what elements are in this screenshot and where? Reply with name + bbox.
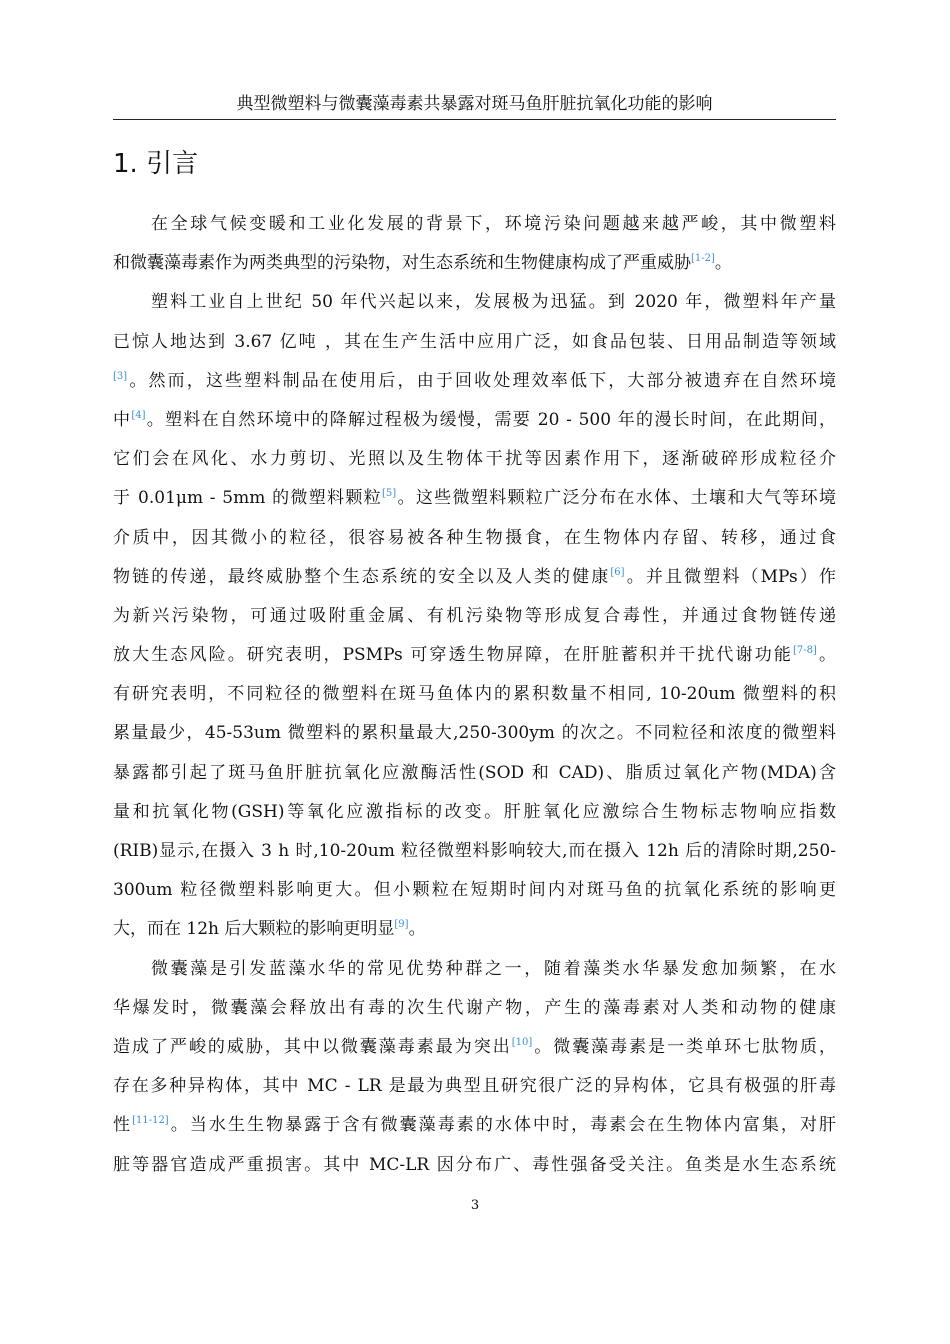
text-line [113, 558, 836, 597]
text-line [113, 636, 836, 675]
line-text-tail: 。微囊藻毒素是一类单环七肽物质， [532, 1036, 837, 1057]
text-line [113, 401, 836, 440]
text-line [113, 283, 836, 322]
line-text: 为新兴污染物，可通过吸附重金属、有机污染物等形成复合毒性，并通过食物链传递 [113, 605, 836, 626]
text-line [113, 754, 836, 793]
line-text: 造成了严峻的威胁，其中以微囊藻毒素最为突出 [113, 1036, 512, 1057]
line-text-tail: 。当水生生物暴露于含有微囊藻毒素的水体中时，毒素会在生物体内富集，对肝 [168, 1115, 837, 1136]
line-text-tail: 。塑料在自然环境中的降解过程极为缓慢，需要 20 - 500 年的漫长时间，在此期间， [145, 409, 837, 430]
text-line [113, 362, 836, 401]
line-text: 累量最少，45-53um 微塑料的累积量最大,250-300ym 的次之。不同粒径和浓度的微塑料 [113, 723, 836, 744]
body-text [113, 205, 836, 1185]
line-text: 存在多种异构体，其中 MC - LR 是最为典型且研究很广泛的异构体，它具有极强的肝毒 [113, 1076, 836, 1097]
line-text: 塑料工业自上世纪 50 年代兴起以来，发展极为迅猛。到 2020 年，微塑料年产量 [151, 292, 836, 313]
line-text: 微囊藻是引发蓝藻水华的常见优势种群之一，随着藻类水华暴发愈加频繁，在水 [151, 958, 836, 979]
text-line [113, 1146, 836, 1185]
line-text: 物链的传递，最终威胁整个生态系统的安全以及人类的健康 [113, 566, 611, 587]
line-text: 华爆发时，微囊藻会释放出有毒的次生代谢产物，产生的藻毒素对人类和动物的健康 [113, 997, 836, 1018]
text-line [113, 675, 836, 714]
text-line [113, 1106, 836, 1145]
citation-ref[interactable]: [9] [394, 919, 409, 931]
line-text: 在全球气候变暖和工业化发展的背景下，环境污染问题越来越严峻，其中微塑料 [151, 214, 836, 234]
text-line [113, 910, 836, 949]
line-text: (RIB)显示,在摄入 3 h 时,10-20um 粒径微塑料影响较大,而在摄入 12h 后的清除时期,250- [113, 841, 836, 861]
text-line [113, 950, 836, 989]
page-number: 3 [470, 1198, 480, 1213]
text-line [113, 205, 836, 244]
line-text: 300um 粒径微塑料影响更大。但小颗粒在短期时间内对斑马鱼的抗氧化系统的影响更 [113, 880, 836, 901]
line-text: 放大生态风险。研究表明，PSMPs 可穿透生物屏障，在肝脏蓄积并干扰代谢功能 [113, 645, 793, 666]
text-line [113, 793, 836, 832]
text-line [113, 871, 836, 910]
line-text: 和微囊藻毒素作为两类典型的污染物，对生态系统和生物健康构成了严重威胁 [113, 253, 691, 274]
text-line [113, 832, 836, 871]
citation-ref[interactable]: [4] [131, 409, 146, 421]
citation-ref[interactable]: [1-2] [691, 253, 715, 265]
text-line [113, 519, 836, 558]
citation-ref[interactable]: [11-12] [132, 1115, 169, 1127]
line-text-tail: 。这些微塑料颗粒广泛分布在水体、土壤和大气等环境 [396, 488, 836, 509]
line-text-tail: 。 [714, 253, 732, 274]
line-text-tail: 。并且微塑料（MPs）作 [624, 566, 836, 587]
line-text: 它们会在风化、水力剪切、光照以及生物体干扰等因素作用下，逐渐破碎形成粒径介 [113, 449, 836, 470]
line-text: 脏等器官造成严重损害。其中 MC-LR 因分布广、毒性强备受关注。鱼类是水生态系统 [113, 1154, 836, 1175]
text-line [113, 323, 836, 362]
line-text: 量和抗氧化物(GSH)等氧化应激指标的改变。肝脏氧化应激综合生物标志物响应指数 [113, 801, 836, 822]
text-line [113, 1067, 836, 1106]
line-text-tail: 。然而，这些塑料制品在使用后，由于回收处理效率低下，大部分被遗弃在自然环境 [127, 370, 836, 391]
citation-ref[interactable]: [3] [113, 370, 128, 382]
line-text: 大，而在 12h 后大颗粒的影响更明显 [113, 919, 395, 940]
text-line [113, 597, 836, 636]
text-line [113, 1028, 836, 1067]
section-title: 1. 引言 [113, 149, 199, 179]
line-text: 有研究表明，不同粒径的微塑料在斑马鱼体内的累积数量不相同, 10-20um 微塑料的积 [113, 684, 836, 705]
line-text: 性 [113, 1115, 133, 1136]
text-line [113, 244, 836, 283]
header-rule [113, 119, 836, 120]
line-text: 已惊人地达到 3.67 亿吨 ，其在生产生活中应用广泛，如食品包装、日用品制造等领域 [113, 331, 836, 352]
citation-ref[interactable]: [7-8] [792, 645, 817, 657]
line-text: 介质中，因其微小的粒径，很容易被各种生物摄食，在生物体内存留、转移，通过食 [113, 527, 836, 548]
line-text-tail: 。 [816, 645, 836, 666]
text-line [113, 989, 836, 1028]
citation-ref[interactable]: [5] [382, 488, 397, 500]
text-line [113, 440, 836, 479]
line-text-tail: 。 [408, 919, 426, 940]
line-text: 于 0.01μm - 5mm 的微塑料颗粒 [113, 488, 383, 509]
running-header: 典型微塑料与微囊藻毒素共暴露对斑马鱼肝脏抗氧化功能的影响 [236, 94, 713, 114]
citation-ref[interactable]: [10] [511, 1036, 533, 1048]
line-text: 中 [113, 409, 132, 430]
text-line [113, 714, 836, 753]
text-line [113, 479, 836, 518]
citation-ref[interactable]: [6] [610, 566, 625, 578]
line-text: 暴露都引起了斑马鱼肝脏抗氧化应激酶活性(SOD 和 CAD)、脂质过氧化产物(MDA)含 [113, 762, 836, 783]
